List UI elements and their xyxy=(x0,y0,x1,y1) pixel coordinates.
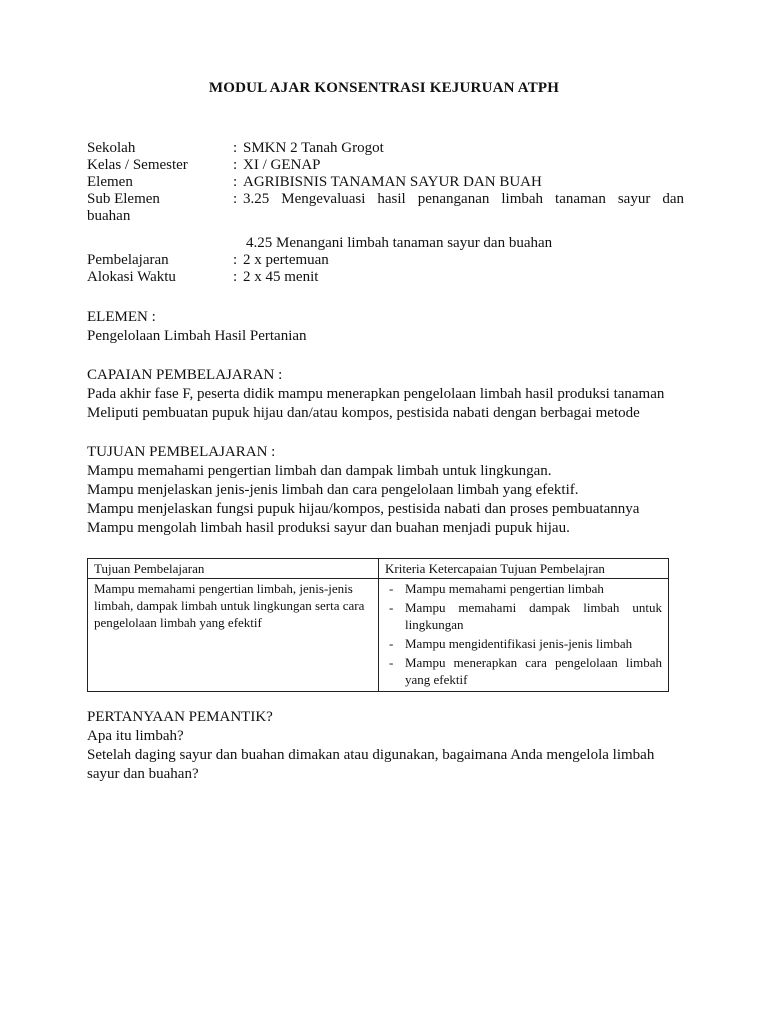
criteria-list xyxy=(385,580,662,688)
capaian-section xyxy=(87,366,687,423)
section-line: Mampu memahami pengertian limbah dan dampak limbah untuk lingkungan. xyxy=(87,463,552,479)
section-heading: ELEMEN : xyxy=(87,309,156,325)
sub-elemen-second: 4.25 Menangani limbah tanaman sayur dan buahan xyxy=(246,235,553,251)
info-value: XI / GENAP xyxy=(243,157,321,173)
list-item: - Mampu memahami pengertian limbah xyxy=(385,580,662,597)
section-heading: TUJUAN PEMBELAJARAN : xyxy=(87,444,276,460)
info-value: 2 x 45 menit xyxy=(243,269,319,285)
info-value: 3.25 Mengevaluasi hasil penanganan limbah tanaman sayur dan xyxy=(243,191,684,207)
list-item: - Mampu memahami dampak limbah untuk lingkungan xyxy=(385,599,662,633)
list-item: - Mampu mengidentifikasi jenis-jenis limbah xyxy=(385,635,662,652)
info-label: Sub Elemen xyxy=(87,191,160,207)
section-line: Mampu menjelaskan fungsi pupuk hijau/kompos, pestisida nabati dan proses pembuatannya xyxy=(87,501,640,517)
info-colon: : xyxy=(233,269,238,285)
table-cell-kriteria xyxy=(379,579,669,692)
sub-elemen-continuation: buahan xyxy=(87,208,131,224)
info-label: Elemen xyxy=(87,174,133,190)
section-line: Mampu mengolah limbah hasil produksi sayur dan buahan menjadi pupuk hijau. xyxy=(87,520,570,536)
pemantik-section xyxy=(87,708,687,784)
list-item: - Mampu menerapkan cara pengelolaan limbah yang efektif xyxy=(385,654,662,688)
info-row-sub-elemen xyxy=(87,191,684,208)
info-row-kelas xyxy=(87,157,684,174)
info-colon: : xyxy=(233,174,238,190)
section-line: Pada akhir fase F, peserta didik mampu menerapkan pengelolaan limbah hasil produksi tanaman xyxy=(87,386,665,402)
info-label: Alokasi Waktu xyxy=(87,269,176,285)
table-header-row xyxy=(88,559,669,579)
info-value: 2 x pertemuan xyxy=(243,252,329,268)
info-colon: : xyxy=(233,140,238,156)
section-line: Apa itu limbah? xyxy=(87,728,184,744)
info-label: Sekolah xyxy=(87,140,136,156)
info-value: SMKN 2 Tanah Grogot xyxy=(243,140,384,156)
section-heading: CAPAIAN PEMBELAJARAN : xyxy=(87,367,283,383)
section-heading: PERTANYAAN PEMANTIK? xyxy=(87,709,273,725)
table-header: Tujuan Pembelajaran xyxy=(88,559,379,579)
section-line: Setelah daging sayur dan buahan dimakan atau digunakan, bagaimana Anda mengelola limbah xyxy=(87,747,655,763)
section-line: Mampu menjelaskan jenis-jenis limbah dan cara pengelolaan limbah yang efektif. xyxy=(87,482,579,498)
info-row-sekolah xyxy=(87,140,684,157)
info-label: Pembelajaran xyxy=(87,252,169,268)
elemen-section xyxy=(87,308,687,346)
identity-info xyxy=(87,140,684,286)
section-line: Meliputi pembuatan pupuk hijau dan/atau kompos, pestisida nabati dengan berbagai metode xyxy=(87,405,640,421)
document-title: MODUL AJAR KONSENTRASI KEJURUAN ATPH xyxy=(208,80,560,96)
info-colon: : xyxy=(233,157,238,173)
info-row-elemen xyxy=(87,174,684,191)
info-row-alokasi xyxy=(87,269,684,286)
section-text: Pengelolaan Limbah Hasil Pertanian xyxy=(87,328,307,344)
info-colon: : xyxy=(233,191,238,207)
criteria-table xyxy=(87,558,669,692)
info-colon: : xyxy=(233,252,238,268)
section-line: sayur dan buahan? xyxy=(87,766,199,782)
table-header: Kriteria Ketercapaian Tujuan Pembelajran xyxy=(379,559,669,579)
table-cell-tujuan: Mampu memahami pengertian limbah, jenis-jenis limbah, dampak limbah untuk lingkungan serta cara pengelolaan limbah yang efektif xyxy=(88,579,379,692)
info-row-pembelajaran xyxy=(87,252,684,269)
info-value: AGRIBISNIS TANAMAN SAYUR DAN BUAH xyxy=(243,174,542,190)
tujuan-section xyxy=(87,443,687,538)
info-label: Kelas / Semester xyxy=(87,157,188,173)
table-row xyxy=(88,579,669,692)
